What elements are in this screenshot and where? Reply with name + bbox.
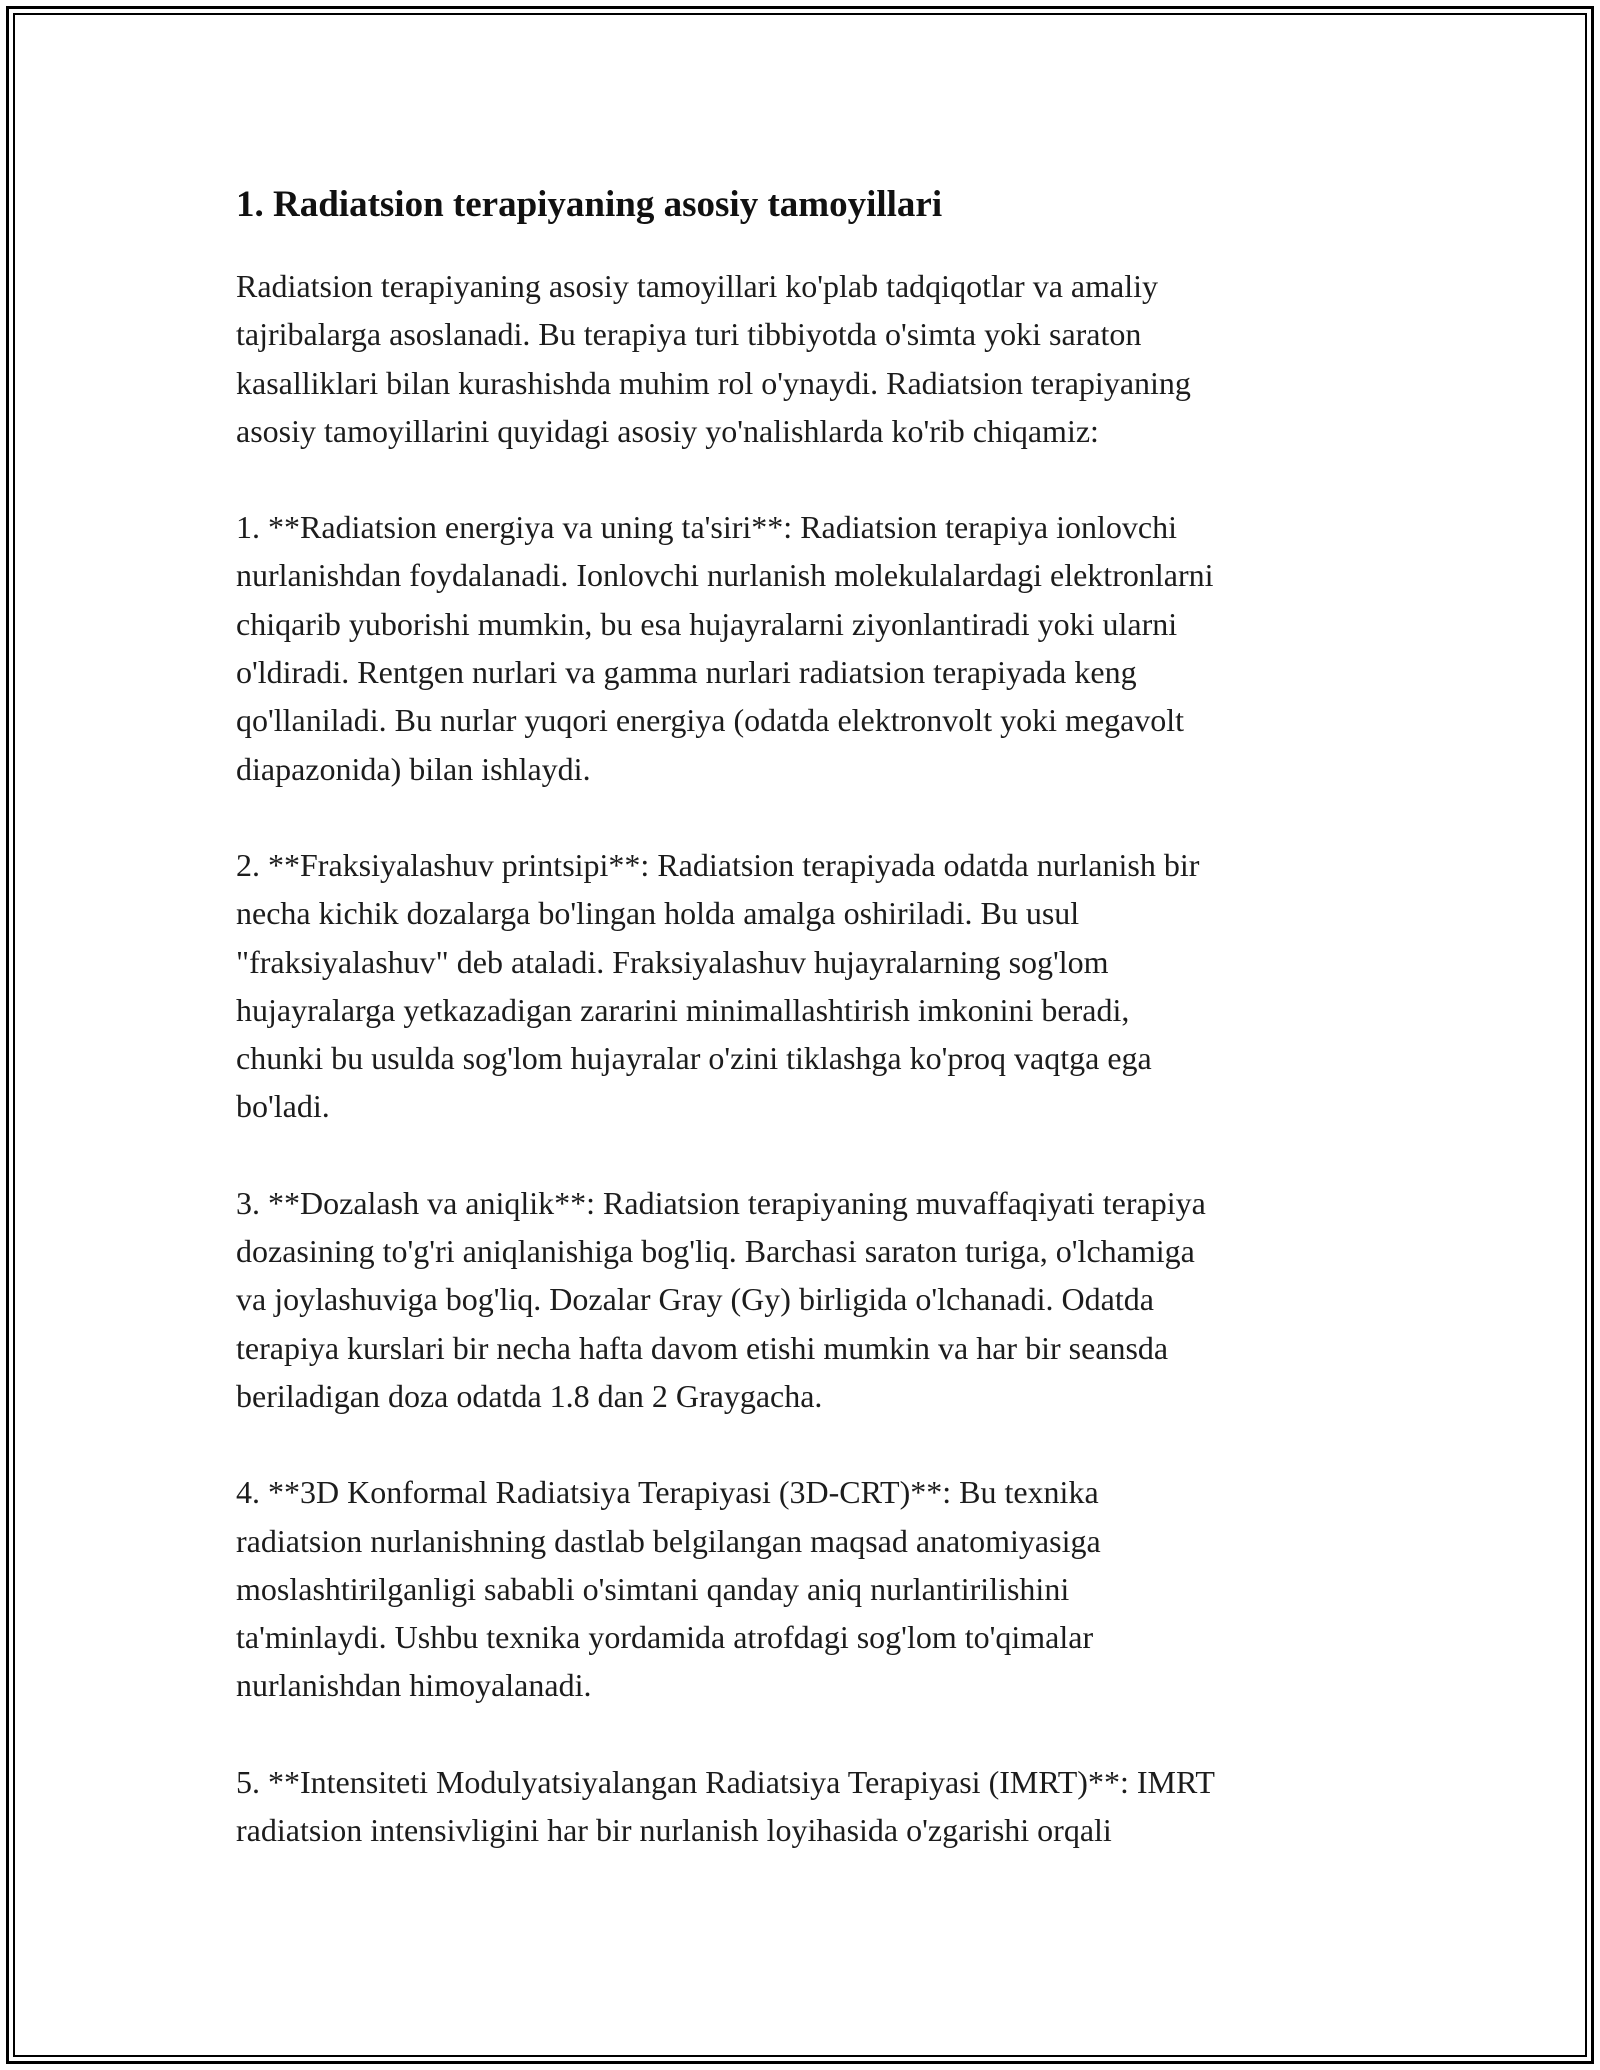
page-title: 1. Radiatsion terapiyaning asosiy tamoyillari [236,184,943,225]
paragraph-radiation-energy: 1. **Radiatsion energiya va uning ta'siri**: Radiatsion terapiya ionlovchi nurlanishdan foydalanadi. Ionlovchi nurlanish molekulalardagi elektronlarni chiqarib yuborishi mumkin, bu esa hujayralarni ziyonlantiradi yoki ularni o'ldiradi. Rentgen nurlari va gamma nurlari radiatsion terapiyada keng qo'llaniladi. Bu nurlar yuqori energiya (odatda elektronvolt yoki megavolt diapazonida) bilan ishlaydi. [236,509,1214,787]
paragraph-dosage: 3. **Dozalash va aniqlik**: Radiatsion terapiyaning muvaffaqiyati terapiya dozasining to'g'ri aniqlanishiga bog'liq. Barchasi saraton turiga, o'lchamiga va joylashuviga bog'liq. Dozalar Gray (Gy) birligida o'lchanadi. Odatda terapiya kurslari bir necha hafta davom etishi mumkin va har bir seansda beriladigan doza odatda 1.8 dan 2 Graygacha. [236,1184,1206,1414]
intro-paragraph: Radiatsion terapiyaning asosiy tamoyillari ko'plab tadqiqotlar va amaliy tajribalarga asoslanadi. Bu terapiya turi tibbiyotda o'simta yoki saraton kasalliklari bilan kurashishda muhim rol o'ynaydi. Radiatsion terapiyaning asosiy tamoyillarini quyidagi asosiy yo'nalishlarda ko'rib chiqamiz: [236,268,1191,449]
paragraph-imrt: 5. **Intensiteti Modulyatsiyalangan Radiatsiya Terapiyasi (IMRT)**: IMRT radiatsion intensivligini har bir nurlanish loyihasida o'zgarishi orqali [236,1763,1215,1849]
document-body [236,182,1416,1902]
paragraph-3d-crt: 4. **3D Konformal Radiatsiya Terapiyasi (3D-CRT)**: Bu texnika radiatsion nurlanishning dastlab belgilangan maqsad anatomiyasiga moslashtirilganligi sababli o'simtani qanday aniq nurlantirilishini ta'minlaydi. Ushbu texnika yordamida atrofdagi sog'lom to'qimalar nurlanishdan himoyalanadi. [236,1474,1101,1704]
paragraph-fractionation: 2. **Fraksiyalashuv printsipi**: Radiatsion terapiyada odatda nurlanish bir necha kichik dozalarga bo'lingan holda amalga oshiriladi. Bu usul "fraksiyalashuv" deb ataladi. Fraksiyalashuv hujayralarning sog'lom hujayralarga yetkazadigan zararini minimallashtirish imkonini beradi, chunki bu usulda sog'lom hujayralar o'zini tiklashga ko'proq vaqtga ega bo'ladi. [236,846,1200,1125]
